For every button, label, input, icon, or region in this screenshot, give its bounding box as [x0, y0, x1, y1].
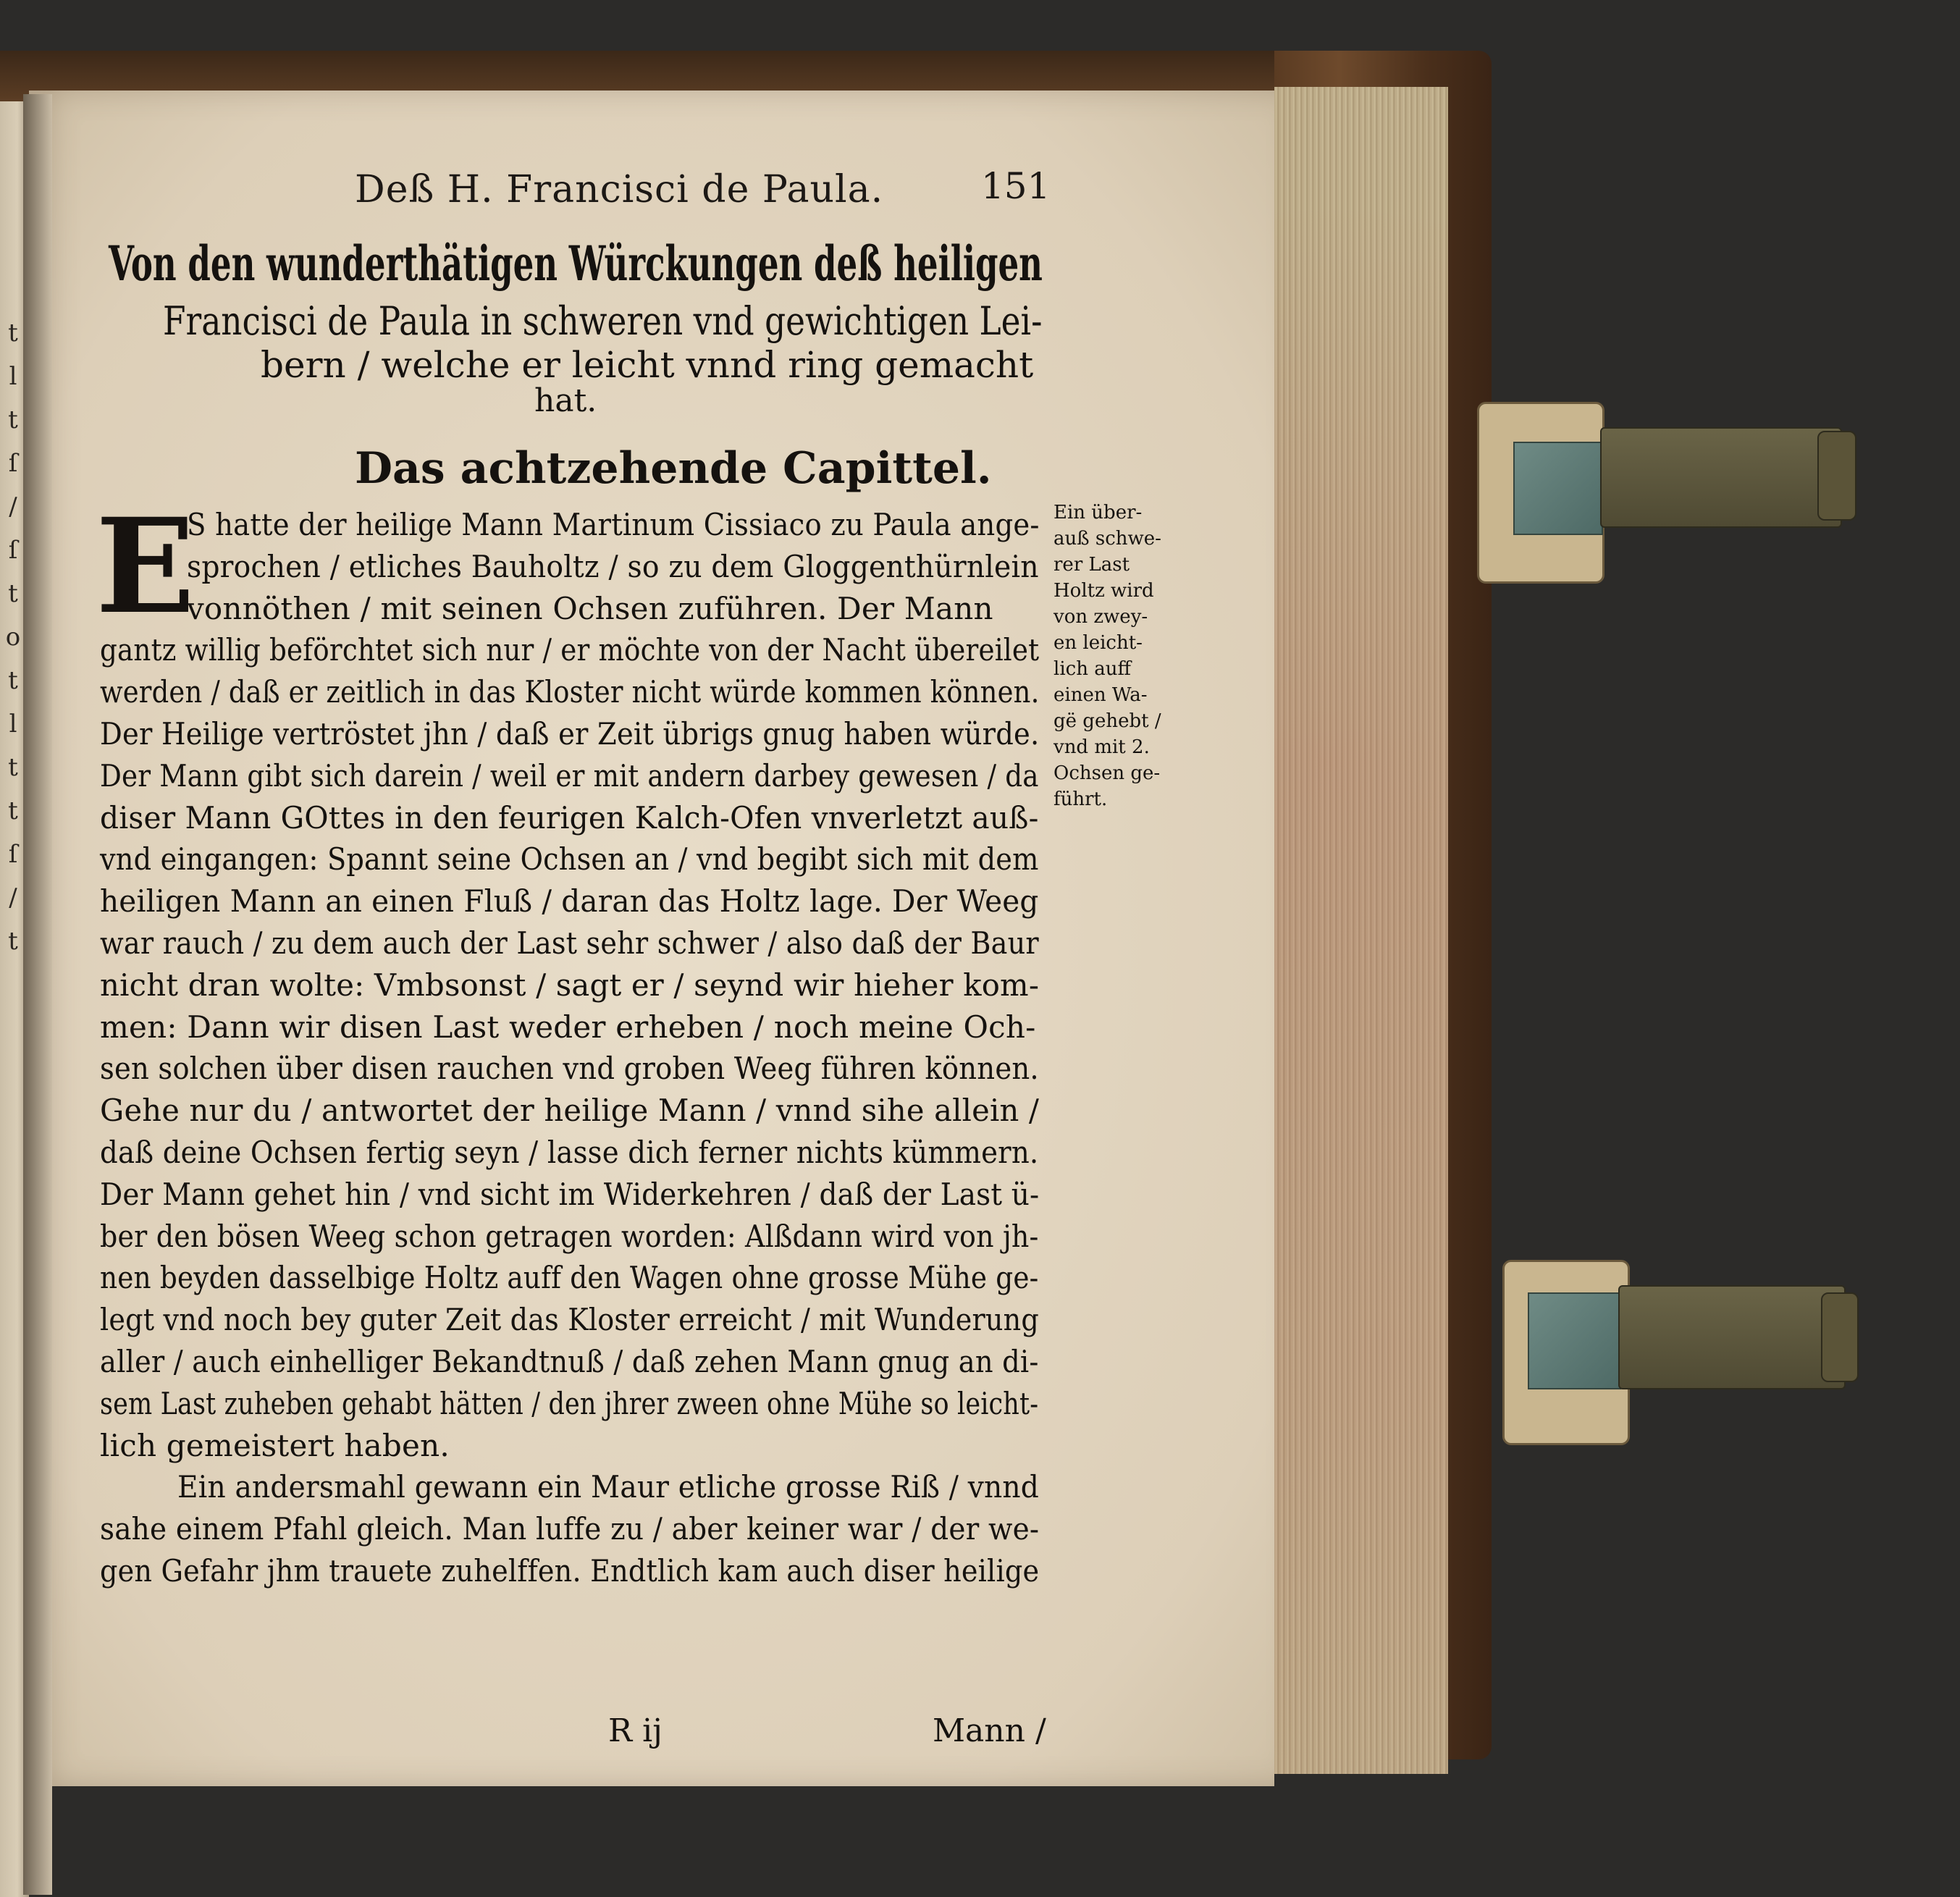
- clasp-hinge: [1817, 431, 1856, 521]
- gutter-shadow: [23, 94, 52, 1895]
- marginal-note-line: rer Last: [1053, 554, 1130, 576]
- facing-page-letter: ſ: [8, 840, 18, 869]
- marginal-note-line: auß schwe-: [1053, 528, 1161, 550]
- body-line: men: Dann wir disen Last weder erheben / noch meine Och-: [100, 1009, 1036, 1045]
- facing-page-letter: t: [8, 753, 18, 782]
- facing-page-letter: ſ: [8, 449, 18, 478]
- marginal-note-line: Ein über-: [1053, 502, 1143, 523]
- facing-page-letter: t: [8, 796, 18, 825]
- facing-page-letter: t: [8, 319, 18, 348]
- facing-page-letter: t: [8, 405, 18, 434]
- body-line: Der Heilige vertröstet jhn / daß er Zeit übrigs gnug haben würde.: [100, 716, 1040, 752]
- facing-page-letter: ſ: [8, 536, 18, 565]
- chapter-subtitle: Das achtzehende Capittel.: [355, 443, 992, 494]
- body-line: lich gemeistert haben.: [100, 1427, 450, 1463]
- body-line: Gehe nur du / antwortet der heilige Mann / vnnd sihe allein /: [100, 1093, 1040, 1129]
- chapter-heading-line-1: Von den wunderthätigen Würckungen deß heiligen: [109, 235, 1043, 292]
- marginal-note-line: einen Wa-: [1053, 684, 1148, 706]
- marginal-note-line: Ochsen ge-: [1053, 762, 1161, 784]
- clasp-hinge: [1821, 1292, 1859, 1382]
- marginal-note-line: führt.: [1053, 788, 1108, 810]
- body-line: nen beyden dasselbige Holtz auff den Wagen ohne grosse Mühe ge-: [100, 1260, 1039, 1296]
- body-line: vonnöthen / mit seinen Ochsen zuführen. Der Mann: [187, 590, 993, 626]
- facing-page-letter: /: [9, 883, 17, 912]
- facing-page-letter: o: [5, 623, 21, 652]
- body-line: diser Mann GOttes in den feurigen Kalch-Ofen vnverletzt auß-: [100, 799, 1039, 836]
- facing-page-letter: l: [9, 710, 17, 739]
- drop-cap: E: [96, 490, 195, 643]
- body-line: Der Mann gibt sich darein / weil er mit andern darbey gewesen / da: [100, 757, 1039, 794]
- facing-page-letter: t: [8, 666, 18, 695]
- body-line: legt vnd noch bey guter Zeit das Kloster erreicht / mit Wunderung: [100, 1302, 1039, 1338]
- marginal-note: [1053, 500, 1162, 812]
- chapter-heading-line-3: bern / welche er leicht vnnd ring gemacht: [261, 344, 1034, 386]
- clasp-strap: [1600, 427, 1842, 528]
- body-line: sahe einem Pfahl gleich. Man luffe zu / aber keiner war / der we-: [100, 1511, 1040, 1547]
- facing-page-letter: t: [8, 579, 18, 608]
- body-line: sprochen / etliches Bauholtz / so zu dem Gloggenthürnlein: [187, 548, 1039, 584]
- facing-page-letter: t: [8, 927, 18, 956]
- page-fore-edge: [1274, 87, 1448, 1774]
- marginal-note-line: en leicht-: [1053, 632, 1143, 654]
- marginal-note-line: lich auff: [1053, 658, 1131, 680]
- facing-page-fragments: [0, 319, 26, 970]
- body-line: sem Last zuheben gehabt hätten / den jhrer zween ohne Mühe so leicht-: [100, 1385, 1039, 1421]
- body-line: S hatte der heilige Mann Martinum Cissiaco zu Paula ange-: [187, 507, 1040, 542]
- lower-clasp: [1495, 1249, 1857, 1444]
- body-line: gantz willig beförchtet sich nur / er möchte von der Nacht übereilet: [100, 632, 1040, 668]
- body-line: war rauch / zu dem auch der Last sehr schwer / also daß der Baur: [100, 925, 1039, 961]
- body-line: vnd eingangen: Spannt seine Ochsen an / vnd begibt sich mit dem: [100, 841, 1039, 878]
- body-line: Ein andersmahl gewann ein Maur etliche grosse Riß / vnnd: [177, 1469, 1040, 1505]
- body-line: heiligen Mann an einen Fluß / daran das Holtz lage. Der Weeg: [100, 883, 1039, 920]
- marginal-note-line: Holtz wird: [1053, 580, 1154, 602]
- body-line: daß deine Ochsen fertig seyn / lasse dich ferner nichts kümmern.: [100, 1135, 1039, 1170]
- facing-page-letter: /: [9, 492, 17, 521]
- upper-clasp: [1477, 395, 1854, 583]
- marginal-note-line: von zwey-: [1053, 606, 1148, 628]
- body-line: nicht dran wolte: Vmbsonst / sagt er / seynd wir hieher kom-: [100, 967, 1040, 1003]
- signature-mark: R ij: [608, 1712, 663, 1749]
- body-line: aller / auch einhelliger Bekandtnuß / daß zehen Mann gnug an di-: [100, 1344, 1039, 1379]
- body-line: ber den bösen Weeg schon getragen worden: Alßdann wird von jh-: [100, 1218, 1039, 1254]
- marginal-note-line: vnd mit 2.: [1053, 736, 1150, 758]
- page-number: 151: [981, 165, 1051, 207]
- chapter-heading-line-2: Francisci de Paula in schweren vnd gewichtigen Lei-: [163, 298, 1043, 344]
- body-line: sen solchen über disen rauchen vnd groben Weeg führen können.: [100, 1051, 1039, 1087]
- body-line: werden / daß er zeitlich in das Kloster nicht würde kommen können.: [100, 674, 1040, 710]
- clasp-metal-plate: [1528, 1292, 1621, 1389]
- facing-page-letter: l: [9, 362, 17, 391]
- marginal-note-line: gë gehebt /: [1053, 710, 1161, 732]
- clasp-metal-plate: [1513, 442, 1603, 535]
- body-line: gen Gefahr jhm trauete zuhelffen. Endtlich kam auch diser heilige: [100, 1553, 1040, 1589]
- chapter-heading-line-4: hat.: [534, 382, 597, 419]
- catchword: Mann /: [933, 1712, 1046, 1749]
- clasp-strap: [1618, 1285, 1846, 1389]
- running-header: Deß H. Francisci de Paula.: [355, 168, 884, 211]
- body-line: Der Mann gehet hin / vnd sicht im Widerkehren / daß der Last ü-: [100, 1176, 1040, 1212]
